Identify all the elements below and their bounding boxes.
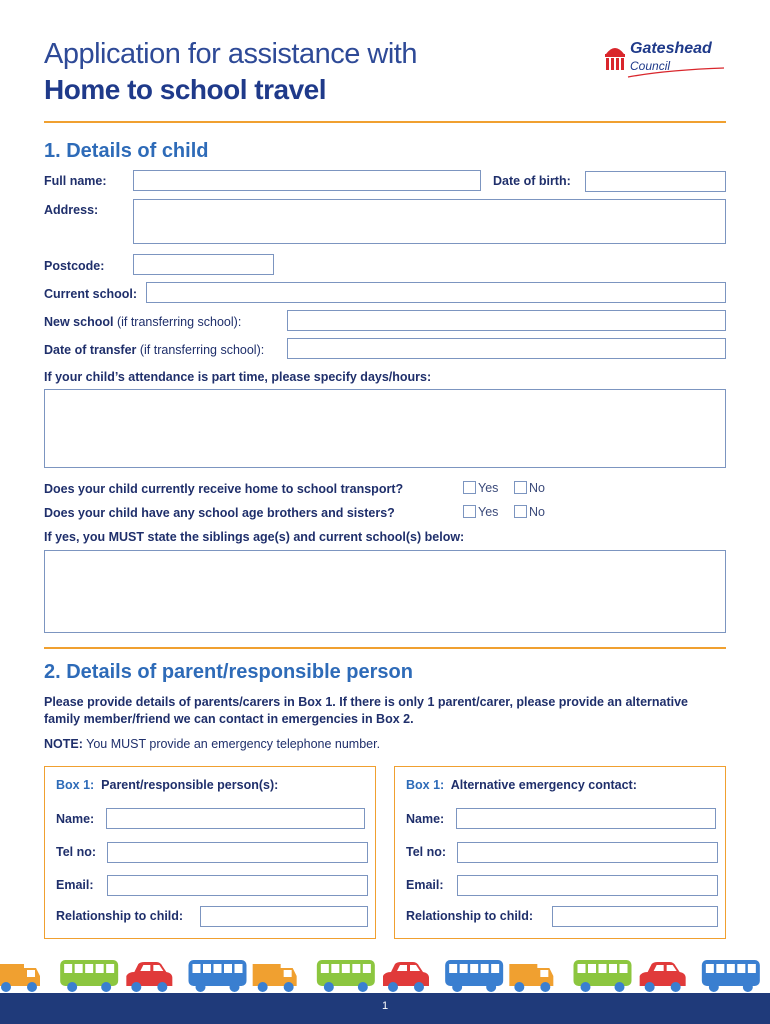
note-label: NOTE: — [44, 737, 83, 751]
van-icon — [253, 964, 297, 992]
transport-yes-checkbox[interactable] — [463, 481, 476, 494]
logo-sub: Council — [630, 59, 671, 73]
bus-icon — [445, 960, 503, 992]
bus-icon — [574, 960, 632, 992]
new-school-input[interactable] — [287, 310, 726, 331]
car-icon — [383, 962, 429, 992]
box-1-panel — [44, 766, 376, 939]
box-2-tel-label: Tel no: — [406, 845, 447, 859]
box-2-relationship-label: Relationship to child: — [406, 909, 534, 923]
box-2-title-text: Alternative emergency contact: — [450, 778, 637, 792]
new-school-label-text: New school — [44, 315, 114, 329]
logo-swoosh-icon — [626, 66, 726, 80]
date-transfer-label-text: Date of transfer — [44, 343, 137, 357]
box-1-title — [56, 778, 278, 792]
siblings-question: Does your child have any school age brothers and sisters? — [44, 506, 395, 520]
address-input[interactable] — [133, 199, 726, 244]
box-1-num: Box 1: — [56, 778, 95, 792]
box-2-name-label: Name: — [406, 812, 445, 826]
gateshead-council-logo — [604, 40, 728, 82]
car-icon — [126, 962, 172, 992]
new-school-note: (if transferring school): — [113, 315, 242, 329]
box-1-title-text: Parent/responsible person(s): — [101, 778, 279, 792]
box-1-relationship-label: Relationship to child: — [56, 909, 184, 923]
postcode-input[interactable] — [133, 254, 274, 275]
full-name-label: Full name: — [44, 174, 107, 188]
box-2-num: Box 1: — [406, 778, 445, 792]
bus-icon — [702, 960, 760, 992]
transport-yes-label: Yes — [478, 481, 499, 495]
box-1-tel-input[interactable] — [107, 842, 368, 863]
note — [44, 737, 380, 751]
transport-no-option[interactable] — [514, 481, 545, 495]
bus-icon — [317, 960, 375, 992]
council-building-icon — [604, 42, 626, 72]
dob-input[interactable] — [585, 171, 726, 192]
box-2-tel-input[interactable] — [457, 842, 718, 863]
box-2-title — [406, 778, 637, 792]
transport-no-checkbox[interactable] — [514, 481, 527, 494]
note-text: You MUST provide an emergency telephone number. — [82, 737, 381, 751]
transport-yes-option[interactable] — [463, 481, 498, 495]
siblings-label: If yes, you MUST state the siblings age(s) and current school(s) below: — [44, 530, 465, 544]
van-icon — [0, 964, 40, 992]
box-2-name-input[interactable] — [456, 808, 716, 829]
car-icon — [640, 962, 686, 992]
bus-icon — [189, 960, 247, 992]
box-1-relationship-input[interactable] — [200, 906, 368, 927]
van-icon — [509, 964, 553, 992]
box-2-panel — [394, 766, 726, 939]
new-school-label — [44, 315, 241, 329]
logo-name: Gateshead — [630, 40, 712, 57]
current-school-input[interactable] — [146, 282, 726, 303]
section-1-heading: 1. Details of child — [44, 140, 209, 162]
box-2-email-input[interactable] — [457, 875, 718, 896]
current-school-label: Current school: — [44, 287, 138, 301]
date-transfer-label — [44, 343, 264, 357]
siblings-yes-option[interactable] — [463, 505, 498, 519]
intro-line-2: family member/friend we can contact in emergencies in Box 2. — [44, 712, 414, 726]
section-2-heading: 2. Details of parent/responsible person — [44, 661, 413, 683]
siblings-no-checkbox[interactable] — [514, 505, 527, 518]
address-label: Address: — [44, 203, 99, 217]
box-2-relationship-input[interactable] — [552, 906, 718, 927]
section-divider — [44, 647, 726, 649]
page-number: 1 — [381, 1000, 389, 1012]
box-1-email-input[interactable] — [107, 875, 368, 896]
bus-icon — [60, 960, 118, 992]
transport-no-label: No — [529, 481, 545, 495]
transport-question: Does your child currently receive home to school transport? — [44, 482, 404, 496]
section-2-intro — [44, 694, 734, 728]
attendance-input[interactable] — [44, 389, 726, 468]
box-2-email-label: Email: — [406, 878, 444, 892]
header-divider — [44, 121, 726, 123]
siblings-no-label: No — [529, 505, 545, 519]
full-name-input[interactable] — [133, 170, 481, 191]
dob-label: Date of birth: — [493, 174, 571, 188]
vehicle-strip — [0, 952, 770, 994]
title-line-2: Home to school travel — [44, 74, 327, 105]
title-line-1: Application for assistance with — [44, 38, 417, 70]
box-1-email-label: Email: — [56, 878, 94, 892]
siblings-input[interactable] — [44, 550, 726, 633]
siblings-yes-checkbox[interactable] — [463, 505, 476, 518]
siblings-yes-label: Yes — [478, 505, 499, 519]
siblings-no-option[interactable] — [514, 505, 545, 519]
box-1-name-label: Name: — [56, 812, 95, 826]
box-1-tel-label: Tel no: — [56, 845, 97, 859]
attendance-label: If your child’s attendance is part time, please specify days/hours: — [44, 370, 432, 384]
postcode-label: Postcode: — [44, 259, 105, 273]
intro-line-1: Please provide details of parents/carers in Box 1. If there is only 1 parent/carer, please provide an alternative — [44, 695, 689, 709]
date-transfer-input[interactable] — [287, 338, 726, 359]
date-transfer-note: (if transferring school): — [136, 343, 265, 357]
box-1-name-input[interactable] — [106, 808, 365, 829]
